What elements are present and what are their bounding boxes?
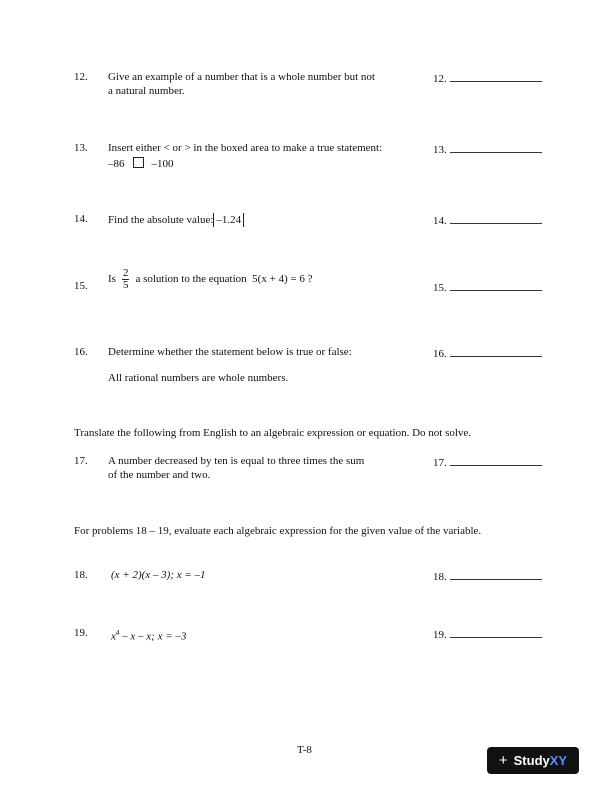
answer-label: 15.	[433, 282, 447, 294]
answer-blank[interactable]	[433, 213, 542, 227]
answer-label: 12.	[433, 73, 447, 85]
fraction	[122, 268, 130, 291]
studyxy-logo: + Study XY	[487, 747, 579, 774]
question-number: 14.	[74, 213, 88, 225]
question-text: Determine whether the statement below is true or false:	[108, 346, 352, 358]
question-text-cont: a natural number.	[108, 84, 185, 97]
question-text: A number decreased by ten is equal to three times the sum	[108, 455, 365, 467]
question-number: 12.	[74, 71, 88, 83]
equation: 5(x + 4) = 6 ?	[252, 273, 313, 286]
question-text-cont: of the number and two.	[108, 468, 211, 481]
fraction-denominator: 5	[122, 279, 129, 291]
question-text: Find the absolute value:	[108, 214, 214, 226]
page-number: T-8	[297, 744, 312, 756]
instruction-evaluate: For problems 18 – 19, evaluate each algebraic expression for the given value of the variable.	[74, 525, 482, 537]
answer-label: 18.	[433, 571, 447, 583]
question-number: 15.	[74, 280, 88, 292]
answer-blank[interactable]	[433, 142, 542, 156]
instruction-translate: Translate the following from English to an algebraic expression or equation. Do not solve.	[74, 427, 472, 439]
fraction-numerator: 2	[122, 267, 129, 279]
expression-exponent: 4	[115, 629, 120, 637]
right-value: –100	[151, 157, 174, 170]
answer-label: 14.	[433, 215, 447, 227]
question-number: 19.	[74, 627, 88, 639]
answer-blank[interactable]	[433, 280, 542, 294]
absolute-value-expression: –1.24	[213, 213, 244, 227]
expression: (x + 2)(x – 3); x = –1	[111, 569, 206, 581]
answer-blank[interactable]	[433, 346, 542, 360]
answer-label: 13.	[433, 144, 447, 156]
question-number: 18.	[74, 569, 88, 581]
expression-rest: – x – x; x = –3	[119, 630, 187, 643]
question-number: 17.	[74, 455, 88, 467]
answer-blank[interactable]	[433, 455, 542, 469]
answer-label: 19.	[433, 629, 447, 641]
question-prefix: Is	[108, 273, 116, 286]
statement: All rational numbers are whole numbers.	[108, 371, 289, 384]
answer-blank[interactable]	[433, 569, 542, 583]
question-text: Insert either < or > in the boxed area to make a true statement:	[108, 142, 383, 154]
question-number: 13.	[74, 142, 88, 154]
question-text: Give an example of a number that is a whole number but not	[108, 71, 375, 83]
expression-base: x	[111, 630, 116, 643]
answer-blank[interactable]	[433, 627, 542, 641]
answer-blank[interactable]	[433, 71, 542, 85]
question-text: a solution to the equation	[135, 273, 247, 286]
left-value: –86	[108, 157, 125, 170]
comparison-box[interactable]	[133, 157, 144, 168]
plus-icon: +	[498, 752, 508, 769]
expression	[111, 627, 186, 644]
question-number: 16.	[74, 346, 88, 358]
answer-label: 17.	[433, 457, 447, 469]
answer-label: 16.	[433, 348, 447, 360]
